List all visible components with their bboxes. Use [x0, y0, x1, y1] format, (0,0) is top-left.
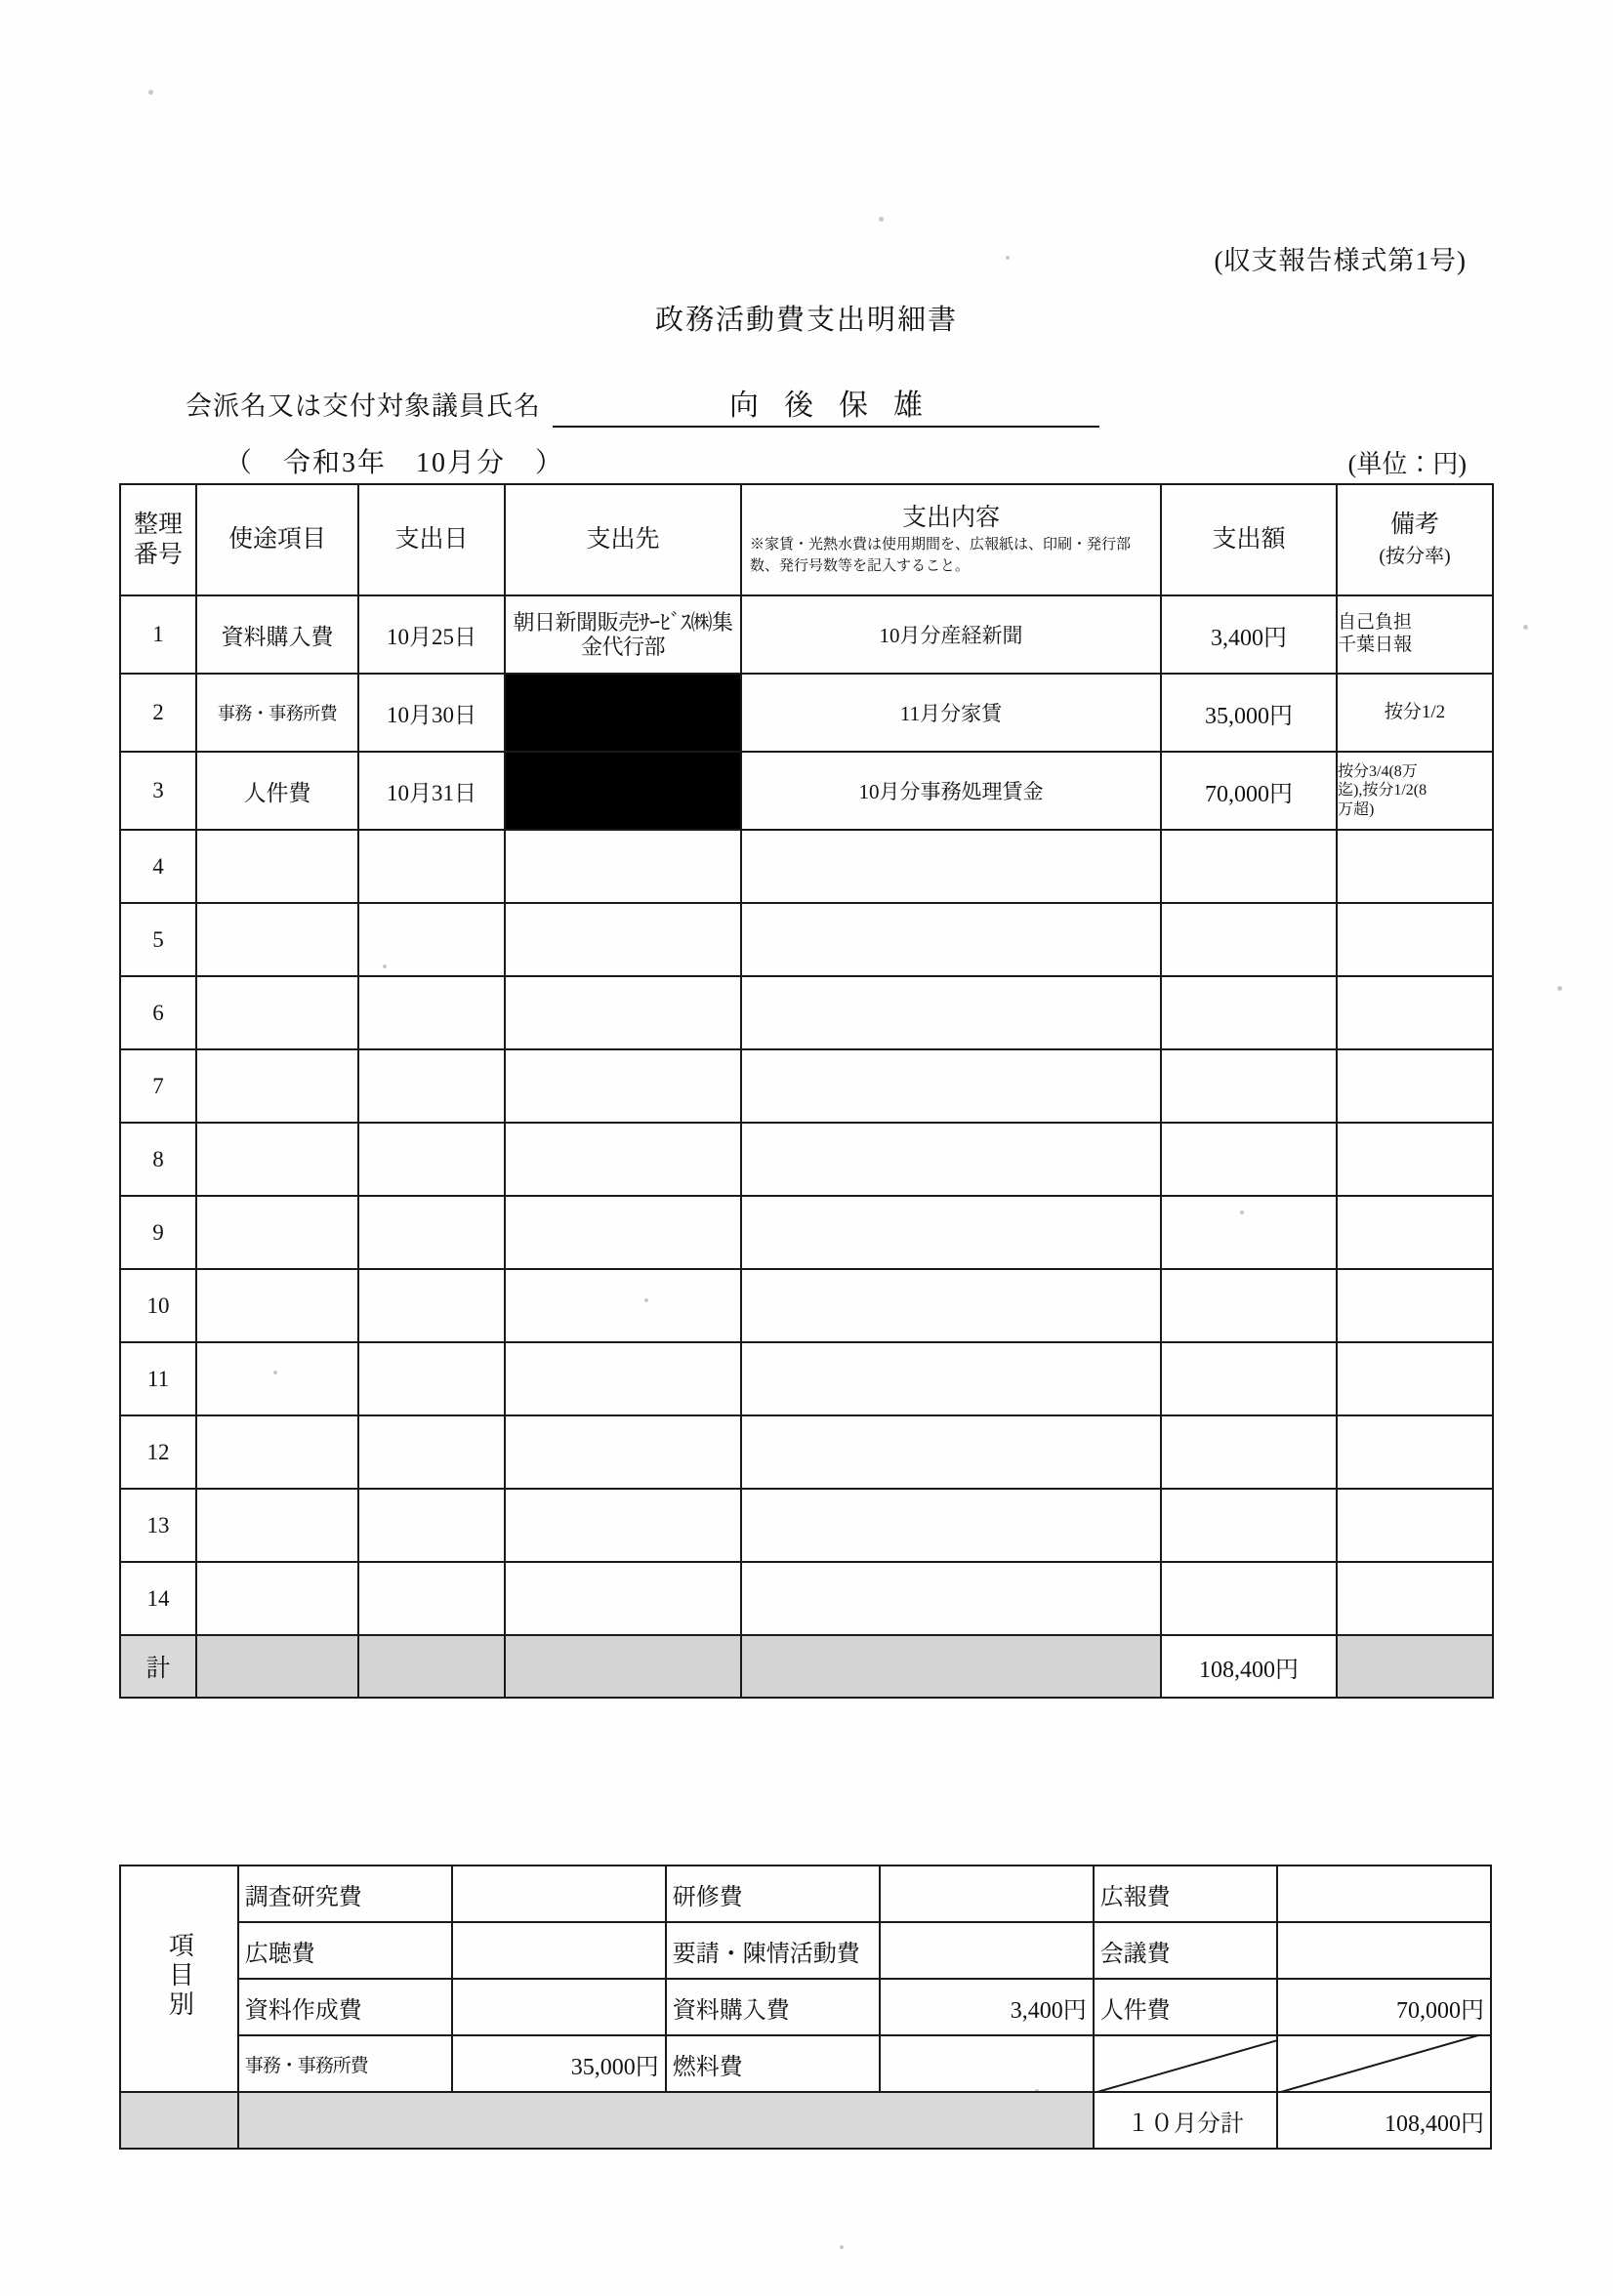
cell-no: 7: [120, 1049, 196, 1123]
table-row: [120, 903, 1493, 976]
cell-detail: 10月分事務処理賃金: [741, 752, 1161, 830]
cell-payee: [505, 1415, 741, 1489]
table-row: [120, 1415, 1493, 1489]
cell-no: 6: [120, 976, 196, 1049]
summary-category: 広聴費: [238, 1922, 452, 1979]
summary-category: 広報費: [1094, 1866, 1277, 1922]
cell-item: [196, 1415, 358, 1489]
cell-date: [358, 1049, 505, 1123]
cell-no: 4: [120, 830, 196, 903]
summary-category: 資料作成費: [238, 1979, 452, 2035]
summary-category: 会議費: [1094, 1922, 1277, 1979]
summary-value: [880, 1866, 1094, 1922]
cell-detail: [741, 903, 1161, 976]
header-detail-title: 支出内容: [901, 504, 1000, 531]
cell-note-line2: 迄),按分1/2(8: [1338, 782, 1427, 800]
summary-category: 調査研究費: [238, 1866, 452, 1922]
cell-date: [358, 903, 505, 976]
cell-note: [1337, 1269, 1493, 1342]
cell-note: [1337, 1415, 1493, 1489]
summary-value: [452, 1866, 666, 1922]
cell-item: [196, 1489, 358, 1562]
cell-note: [1337, 1489, 1493, 1562]
header-note-line2: (按分率): [1379, 546, 1451, 567]
name-label: 会派名又は交付対象議員氏名: [186, 391, 541, 421]
cell-no: 1: [120, 595, 196, 674]
cell-item: [196, 903, 358, 976]
cell-amount: [1161, 1269, 1337, 1342]
total-blank-note: [1337, 1635, 1493, 1698]
cell-date: [358, 1269, 505, 1342]
cell-amount: [1161, 1049, 1337, 1123]
summary-value: [880, 1922, 1094, 1979]
cell-item: [196, 1342, 358, 1415]
cell-no: 13: [120, 1489, 196, 1562]
summary-category: 事務・事務所費: [238, 2035, 452, 2092]
summary-value: [1277, 1922, 1491, 1979]
cell-no: 12: [120, 1415, 196, 1489]
cell-no: 11: [120, 1342, 196, 1415]
table-row: [120, 1049, 1493, 1123]
cell-detail: [741, 1049, 1161, 1123]
scan-speck: [1523, 625, 1528, 630]
cell-note: [1337, 830, 1493, 903]
scan-speck: [148, 90, 153, 95]
summary-footer-blank: [238, 2092, 1094, 2149]
cell-date: [358, 830, 505, 903]
cell-no: 3: [120, 752, 196, 830]
cell-payee: [505, 830, 741, 903]
scan-speck: [1557, 986, 1562, 991]
cell-detail: [741, 1123, 1161, 1196]
header-note-line1: 備考: [1389, 511, 1439, 538]
table-header-row: [120, 484, 1493, 595]
cell-payee-redacted: [505, 752, 741, 830]
table-row: [120, 1269, 1493, 1342]
cell-item: [196, 1269, 358, 1342]
cell-note: [1337, 976, 1493, 1049]
cell-no: 14: [120, 1562, 196, 1635]
table-row: [120, 1562, 1493, 1635]
header-detail-note: ※家賃・光熱水費は使用期間を、広報紙は、印刷・発行部数、発行号数等を記入すること。: [750, 536, 1132, 574]
summary-value: 35,000円: [452, 2035, 666, 2092]
cell-date: 10月25日: [358, 595, 505, 674]
cell-item: [196, 830, 358, 903]
cell-item: [196, 1049, 358, 1123]
cell-date: 10月31日: [358, 752, 505, 830]
header-amount: 支出額: [1161, 484, 1337, 595]
cell-note-line2: 千葉日報: [1338, 635, 1413, 655]
cell-date: [358, 1489, 505, 1562]
cell-item: [196, 1123, 358, 1196]
table-row: [120, 1489, 1493, 1562]
unit-label: (単位：円): [1347, 450, 1467, 478]
cell-amount: [1161, 976, 1337, 1049]
name-value: 向後保雄: [553, 381, 1099, 428]
cell-note-line1: 按分3/4(8万: [1338, 763, 1418, 781]
summary-category: 人件費: [1094, 1979, 1277, 2035]
summary-row: [120, 1866, 1491, 1922]
cell-date: [358, 1123, 505, 1196]
cell-amount: [1161, 830, 1337, 903]
cell-item: [196, 1196, 358, 1269]
table-row: [120, 752, 1493, 830]
total-blank-date: [358, 1635, 505, 1698]
form-number: (収支報告様式第1号): [1214, 246, 1467, 275]
header-no: [120, 484, 196, 595]
period-label: （ 令和3年 10月分 ）: [225, 448, 565, 478]
cell-amount: [1161, 1415, 1337, 1489]
cell-note: [1337, 1342, 1493, 1415]
cell-payee-redacted: [505, 674, 741, 752]
cell-amount: 3,400円: [1161, 595, 1337, 674]
cell-amount: [1161, 1562, 1337, 1635]
cell-payee: 朝日新聞販売ｻｰﾋﾞｽ㈱集金代行部: [505, 595, 741, 674]
cell-payee: [505, 1342, 741, 1415]
expense-table: [119, 483, 1494, 1699]
cell-no: 10: [120, 1269, 196, 1342]
cell-payee: [505, 1123, 741, 1196]
summary-category: 要請・陳情活動費: [666, 1922, 880, 1979]
cell-amount: 35,000円: [1161, 674, 1337, 752]
cell-item: [196, 976, 358, 1049]
category-summary-table: [119, 1865, 1492, 2150]
cell-note: [1337, 903, 1493, 976]
table-row: [120, 595, 1493, 674]
cell-note-line1: 自己負担: [1338, 612, 1413, 634]
cell-payee: [505, 1196, 741, 1269]
summary-value: [452, 1922, 666, 1979]
cell-payee: [505, 1269, 741, 1342]
cell-amount: 70,000円: [1161, 752, 1337, 830]
summary-value: [880, 2035, 1094, 2092]
header-payee: 支出先: [505, 484, 741, 595]
name-row: [186, 381, 1099, 428]
cell-note: [1337, 595, 1493, 674]
summary-footer-row: [120, 2092, 1491, 2149]
scan-speck: [879, 217, 884, 222]
cell-no: 2: [120, 674, 196, 752]
cell-note: [1337, 1049, 1493, 1123]
cell-payee: [505, 1489, 741, 1562]
cell-date: [358, 1415, 505, 1489]
table-row: [120, 1196, 1493, 1269]
page-title: 政務活動費支出明細書: [654, 305, 958, 336]
table-row: [120, 1123, 1493, 1196]
cell-note: [1337, 1123, 1493, 1196]
header-note: [1337, 484, 1493, 595]
cell-date: [358, 1342, 505, 1415]
cell-item: [196, 1562, 358, 1635]
summary-row: [120, 1922, 1491, 1979]
cell-payee: [505, 976, 741, 1049]
cell-amount: [1161, 1196, 1337, 1269]
total-amount: 108,400円: [1161, 1635, 1337, 1698]
summary-value: [452, 1979, 666, 2035]
cell-payee: [505, 903, 741, 976]
cell-amount: [1161, 903, 1337, 976]
cell-detail: [741, 1196, 1161, 1269]
table-row: [120, 830, 1493, 903]
header-no-line1: 整理: [133, 511, 183, 538]
cell-note-line3: 万超): [1338, 800, 1375, 818]
cell-no: 8: [120, 1123, 196, 1196]
cell-date: 10月30日: [358, 674, 505, 752]
summary-value: [1277, 1866, 1491, 1922]
cell-detail: [741, 1415, 1161, 1489]
summary-value-empty: [1277, 2035, 1491, 2092]
summary-category: 研修費: [666, 1866, 880, 1922]
cell-payee: [505, 1562, 741, 1635]
table-row: [120, 1342, 1493, 1415]
summary-month-total-label: １０月分計: [1094, 2092, 1277, 2149]
header-no-line2: 番号: [133, 542, 183, 568]
cell-no: 5: [120, 903, 196, 976]
header-detail: [741, 484, 1161, 595]
header-item: 使途項目: [196, 484, 358, 595]
scan-speck: [1006, 256, 1010, 260]
summary-value: 70,000円: [1277, 1979, 1491, 2035]
summary-row: [120, 1979, 1491, 2035]
summary-category-empty: [1094, 2035, 1277, 2092]
cell-item: 事務・事務所費: [196, 674, 358, 752]
summary-row-label-text: 項目別: [165, 1931, 194, 2020]
total-blank-detail: [741, 1635, 1161, 1698]
cell-detail: [741, 1269, 1161, 1342]
cell-note: [1337, 1562, 1493, 1635]
summary-category: 資料購入費: [666, 1979, 880, 2035]
cell-amount: [1161, 1123, 1337, 1196]
cell-detail: [741, 976, 1161, 1049]
header-date: 支出日: [358, 484, 505, 595]
table-total-row: [120, 1635, 1493, 1698]
cell-note: [1337, 752, 1493, 830]
cell-item: 人件費: [196, 752, 358, 830]
cell-date: [358, 1196, 505, 1269]
summary-row-label: [120, 1866, 238, 2092]
cell-date: [358, 1562, 505, 1635]
summary-month-total-value: 108,400円: [1277, 2092, 1491, 2149]
cell-note: [1337, 1196, 1493, 1269]
summary-category: 燃料費: [666, 2035, 880, 2092]
scan-speck: [840, 2245, 844, 2249]
summary-footer-blank-label: [120, 2092, 238, 2149]
total-blank-payee: [505, 1635, 741, 1698]
table-row: [120, 976, 1493, 1049]
cell-detail: [741, 1562, 1161, 1635]
cell-note: 按分1/2: [1337, 674, 1493, 752]
summary-row: [120, 2035, 1491, 2092]
cell-payee: [505, 1049, 741, 1123]
cell-detail: 10月分産経新聞: [741, 595, 1161, 674]
cell-detail: 11月分家賃: [741, 674, 1161, 752]
cell-item: 資料購入費: [196, 595, 358, 674]
cell-detail: [741, 1342, 1161, 1415]
cell-amount: [1161, 1489, 1337, 1562]
total-label: 計: [120, 1635, 196, 1698]
summary-value: 3,400円: [880, 1979, 1094, 2035]
cell-amount: [1161, 1342, 1337, 1415]
table-row: [120, 674, 1493, 752]
cell-no: 9: [120, 1196, 196, 1269]
total-blank-item: [196, 1635, 358, 1698]
cell-detail: [741, 1489, 1161, 1562]
cell-date: [358, 976, 505, 1049]
cell-detail: [741, 830, 1161, 903]
